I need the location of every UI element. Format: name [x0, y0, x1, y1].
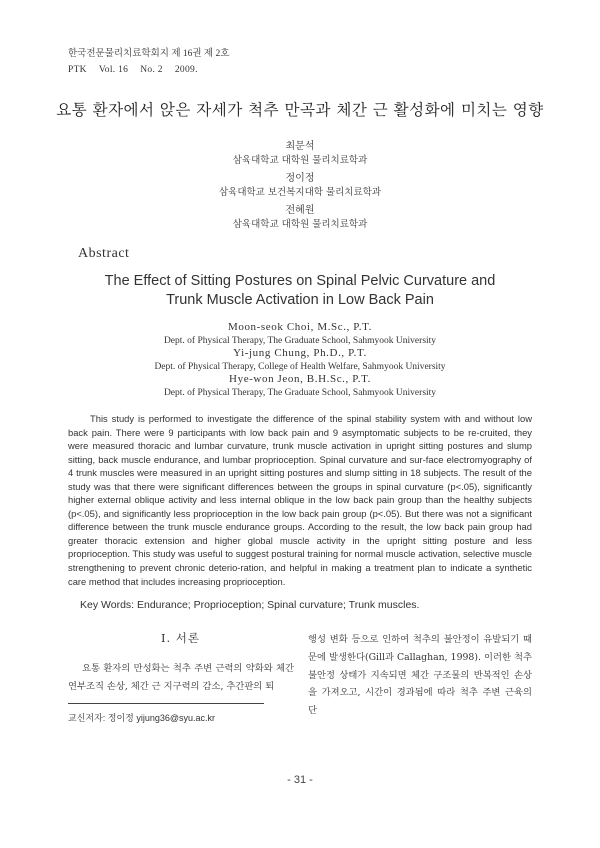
korean-author-affiliation: 삼육대학교 대학원 물리치료학과 [232, 155, 368, 166]
footnote-divider [68, 703, 264, 704]
english-author-affiliation: Dept. of Physical Therapy, The Graduate School, Sahmyook University [163, 388, 437, 398]
korean-author-affiliation: 삼육대학교 대학원 물리치료학과 [232, 219, 368, 230]
journal-citation-line [68, 64, 210, 76]
korean-author-name: 최문석 [285, 141, 315, 152]
intro-left-column: 요통 환자의 만성화는 척추 주변 근력의 약화와 체간 연부조직 손상, 체간 근 지구력의 감소, 추간판의 퇴 [68, 663, 294, 692]
korean-author-name: 전혜원 [285, 205, 315, 216]
english-author-affiliation: Dept. of Physical Therapy, The Graduate School, Sahmyook University [163, 336, 437, 346]
english-author-name: Moon-seok Choi, M.Sc., P.T. [227, 321, 373, 333]
intro-right-column: 행성 변화 등으로 인하여 척추의 불안정이 유발되기 때문에 발생한다(Gill과 Callaghan, 1998). 이러한 척추 불안정 상태가 지속되면 체간 구조물의 반복적인 손상을 가져오고, 시간이 경과됨에 따라 척추 주변 근육의 단 [308, 634, 532, 717]
abstract-heading: Abstract [78, 246, 130, 261]
english-author-affiliation: Dept. of Physical Therapy, College of Health Welfare, Sahmyook University [154, 362, 446, 372]
abstract-body: This study is performed to investigate the difference of the spinal stability system with and without low back pain. There were 9 participants with low back pain and 9 asymptomatic subjects to be re-cruited, they were measured thoracic and lumbar curvature, trunk muscle activation in upright sitting postures and slump sitting, back muscle endurance, and lumbar proprioception. Spinal curvature and sur-face electromyography of 4 trunk muscles were measured in an upright sitting postures and slump sitting in 18 subjects. The result of the study was that there were significant differences between the groups in spinal curvature (p<.05), significantly higher external oblique activity and less internal oblique in the low back pain group than the healthy subjects (p<.05), and significantly less proprioception in the low back pain group (p<.05). But there was not a significant difference between the trunk muscle endurance groups. According to the result, the low back pain group had greater thoracic extension and higher global muscle activity in the upright sitting posture and less proprioception. This study was useful to suggest postural training for normal muscle activation, selective muscle strengthening to prevent chronic deterio-ration, and helpful in making a treatment plan to indicate a synthetic care method that includes increasing proprioception. [68, 413, 532, 587]
english-title [0, 272, 600, 310]
journal-number: No. 2 [140, 65, 163, 75]
journal-abbrev: PTK [68, 65, 87, 75]
english-title-line: The Effect of Sitting Postures on Spinal Pelvic Curvature and [104, 273, 496, 289]
corresponding-author-footnote: 교신저자: 정이정 yijung36@syu.ac.kr [68, 713, 216, 723]
korean-author-affiliation: 삼육대학교 보건복지대학 물리치료학과 [218, 187, 382, 198]
keywords: Key Words: Endurance; Proprioception; Spinal curvature; Trunk muscles. [80, 599, 420, 611]
english-author-name: Yi-jung Chung, Ph.D., P.T. [233, 347, 367, 359]
english-author-name: Hye-won Jeon, B.H.Sc., P.T. [229, 373, 371, 385]
korean-author-name: 정이정 [285, 173, 315, 184]
section-heading-introduction: Ⅰ. 서론 [160, 631, 201, 645]
journal-korean-line: 한국전문물리치료학회지 제 16권 제 2호 [68, 49, 230, 59]
english-title-line: Trunk Muscle Activation in Low Back Pain [166, 292, 434, 308]
journal-year: 2009. [174, 65, 198, 75]
journal-volume: Vol. 16 [98, 65, 129, 75]
page-number: - 31 - [287, 774, 313, 786]
korean-title: 요통 환자에서 앉은 자세가 척추 만곡과 체간 근 활성화에 미치는 영향 [56, 101, 544, 119]
